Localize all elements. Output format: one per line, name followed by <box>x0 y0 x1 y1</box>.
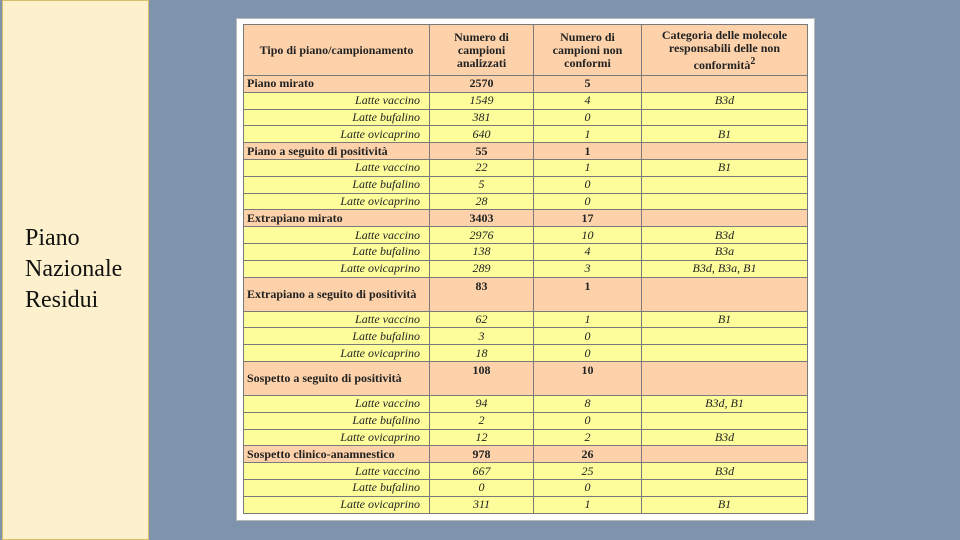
nonconf-cell: 1 <box>534 143 642 160</box>
category-cell: B3d, B3a, B1 <box>642 260 808 277</box>
nonconf-cell: 1 <box>534 159 642 176</box>
category-cell: B3d <box>642 92 808 109</box>
table-group-row <box>244 143 808 160</box>
table-subrow <box>244 345 808 362</box>
analyzed-cell: 2 <box>430 412 534 429</box>
table-subrow <box>244 395 808 412</box>
analyzed-cell: 3403 <box>430 210 534 227</box>
type-cell: Piano a seguito di positività <box>244 143 430 160</box>
category-cell: B1 <box>642 159 808 176</box>
table-subrow <box>244 109 808 126</box>
category-cell <box>642 210 808 227</box>
table-subrow <box>244 463 808 480</box>
type-cell: Latte bufalino <box>244 479 430 496</box>
table-group-row <box>244 277 808 311</box>
nonconf-cell: 4 <box>534 92 642 109</box>
type-cell: Latte ovicaprino <box>244 345 430 362</box>
analyzed-cell: 2570 <box>430 76 534 93</box>
table-image-frame <box>236 18 815 521</box>
type-cell: Latte vaccino <box>244 92 430 109</box>
header-categoria-text: Categoria delle molecole responsabili delle non conformità <box>661 27 788 72</box>
analyzed-cell: 55 <box>430 143 534 160</box>
type-cell: Extrapiano mirato <box>244 210 430 227</box>
type-cell: Latte vaccino <box>244 395 430 412</box>
header-footnote-mark: 2 <box>750 55 756 67</box>
type-cell: Latte ovicaprino <box>244 126 430 143</box>
analyzed-cell: 640 <box>430 126 534 143</box>
analyzed-cell: 0 <box>430 479 534 496</box>
type-cell: Latte bufalino <box>244 109 430 126</box>
category-cell <box>642 479 808 496</box>
slide-title-line: Piano <box>25 225 80 251</box>
table-subrow <box>244 243 808 260</box>
type-cell: Latte bufalino <box>244 176 430 193</box>
type-cell: Piano mirato <box>244 76 430 93</box>
analyzed-cell: 83 <box>430 277 534 311</box>
category-cell: B3d <box>642 227 808 244</box>
analyzed-cell: 62 <box>430 311 534 328</box>
analyzed-cell: 94 <box>430 395 534 412</box>
nonconf-cell: 0 <box>534 109 642 126</box>
analyzed-cell: 1549 <box>430 92 534 109</box>
category-cell <box>642 328 808 345</box>
side-panel <box>2 0 149 540</box>
table-subrow <box>244 496 808 513</box>
table-subrow <box>244 176 808 193</box>
table-group-row <box>244 361 808 395</box>
category-cell <box>642 143 808 160</box>
category-cell: B1 <box>642 126 808 143</box>
type-cell: Extrapiano a seguito di positività <box>244 277 430 311</box>
analyzed-cell: 667 <box>430 463 534 480</box>
slide-title <box>25 223 147 316</box>
type-cell: Latte vaccino <box>244 227 430 244</box>
category-cell: B1 <box>642 311 808 328</box>
table-subrow <box>244 159 808 176</box>
slide-title-line: Nazionale <box>25 256 123 282</box>
header-categoria <box>642 25 808 76</box>
analyzed-cell: 108 <box>430 361 534 395</box>
table-subrow <box>244 126 808 143</box>
analyzed-cell: 289 <box>430 260 534 277</box>
nonconf-cell: 3 <box>534 260 642 277</box>
nonconf-cell: 4 <box>534 243 642 260</box>
analyzed-cell: 12 <box>430 429 534 446</box>
table-subrow <box>244 92 808 109</box>
category-cell <box>642 76 808 93</box>
nonconf-cell: 26 <box>534 446 642 463</box>
table-subrow <box>244 193 808 210</box>
nonconf-cell: 1 <box>534 496 642 513</box>
slide-title-line: Residui <box>25 287 99 313</box>
nonconf-cell: 0 <box>534 412 642 429</box>
header-tipo: Tipo di piano/campionamento <box>244 25 430 76</box>
table-container <box>243 24 807 516</box>
table-group-row <box>244 76 808 93</box>
category-cell <box>642 193 808 210</box>
table-subrow <box>244 227 808 244</box>
type-cell: Latte vaccino <box>244 463 430 480</box>
analyzed-cell: 28 <box>430 193 534 210</box>
nonconf-cell: 10 <box>534 227 642 244</box>
type-cell: Latte bufalino <box>244 328 430 345</box>
nonconf-cell: 8 <box>534 395 642 412</box>
analyzed-cell: 978 <box>430 446 534 463</box>
type-cell: Latte ovicaprino <box>244 496 430 513</box>
table-subrow <box>244 412 808 429</box>
analyzed-cell: 311 <box>430 496 534 513</box>
nonconf-cell: 1 <box>534 277 642 311</box>
table-subrow <box>244 479 808 496</box>
category-cell: B3d <box>642 463 808 480</box>
nonconf-cell: 0 <box>534 176 642 193</box>
nonconf-cell: 0 <box>534 479 642 496</box>
category-cell: B3a <box>642 243 808 260</box>
nonconf-cell: 1 <box>534 126 642 143</box>
nonconf-cell: 25 <box>534 463 642 480</box>
category-cell: B3d, B1 <box>642 395 808 412</box>
table-header-row <box>244 25 808 76</box>
table-subrow <box>244 429 808 446</box>
nonconf-cell: 0 <box>534 328 642 345</box>
type-cell: Latte vaccino <box>244 311 430 328</box>
nonconf-cell: 1 <box>534 311 642 328</box>
analyzed-cell: 138 <box>430 243 534 260</box>
residues-table <box>243 24 808 514</box>
nonconf-cell: 5 <box>534 76 642 93</box>
nonconf-cell: 0 <box>534 193 642 210</box>
analyzed-cell: 381 <box>430 109 534 126</box>
table-subrow <box>244 311 808 328</box>
table-subrow <box>244 328 808 345</box>
analyzed-cell: 3 <box>430 328 534 345</box>
table-subrow <box>244 260 808 277</box>
table-group-row <box>244 210 808 227</box>
header-analizzati: Numero di campioni analizzati <box>430 25 534 76</box>
type-cell: Latte ovicaprino <box>244 429 430 446</box>
category-cell <box>642 176 808 193</box>
category-cell <box>642 277 808 311</box>
category-cell <box>642 345 808 362</box>
type-cell: Latte ovicaprino <box>244 260 430 277</box>
category-cell <box>642 361 808 395</box>
analyzed-cell: 18 <box>430 345 534 362</box>
type-cell: Latte bufalino <box>244 243 430 260</box>
category-cell <box>642 446 808 463</box>
nonconf-cell: 10 <box>534 361 642 395</box>
category-cell: B3d <box>642 429 808 446</box>
analyzed-cell: 2976 <box>430 227 534 244</box>
type-cell: Latte bufalino <box>244 412 430 429</box>
type-cell: Latte vaccino <box>244 159 430 176</box>
category-cell <box>642 109 808 126</box>
type-cell: Sospetto clinico-anamnestico <box>244 446 430 463</box>
nonconf-cell: 17 <box>534 210 642 227</box>
nonconf-cell: 0 <box>534 345 642 362</box>
category-cell: B1 <box>642 496 808 513</box>
type-cell: Sospetto a seguito di positività <box>244 361 430 395</box>
analyzed-cell: 5 <box>430 176 534 193</box>
nonconf-cell: 2 <box>534 429 642 446</box>
table-body <box>244 76 808 514</box>
category-cell <box>642 412 808 429</box>
table-group-row <box>244 446 808 463</box>
analyzed-cell: 22 <box>430 159 534 176</box>
type-cell: Latte ovicaprino <box>244 193 430 210</box>
header-non-conformi: Numero di campioni non conformi <box>534 25 642 76</box>
